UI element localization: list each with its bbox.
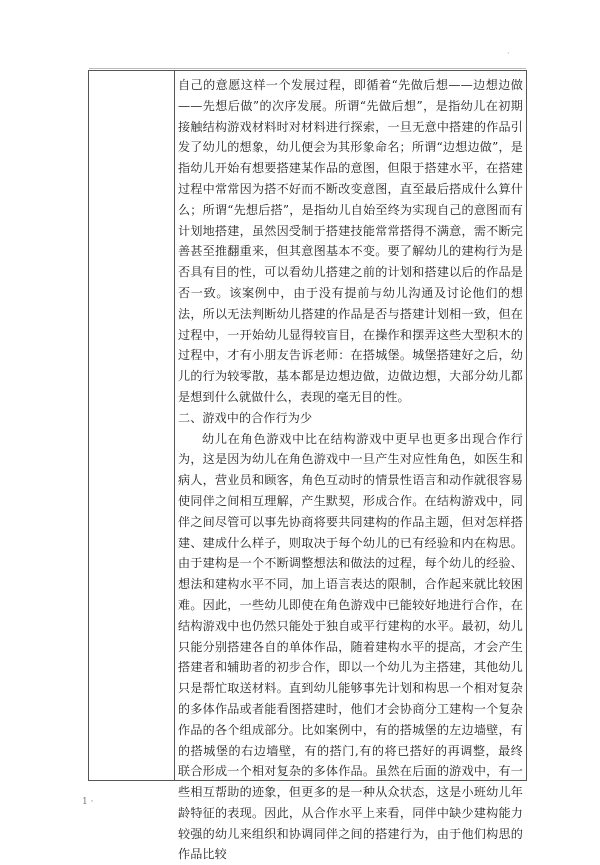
table-left-cell (89, 71, 175, 780)
content-table (88, 70, 527, 862)
top-mark: · (507, 49, 510, 58)
table-top-rule (89, 68, 526, 69)
footer-mark: 1 · (82, 797, 94, 807)
paragraph-1: 自己的意愿这样一个发展过程，即循着“先做后想——边想边做——先想后做”的次序发展。所谓“先做后想”，是指幼儿在初期接触结构游戏材料时对材料进行探索，一旦无意中搭建的作品引发了幼儿的想象，幼儿便会为其形象命名；所谓“边想边做”，是指幼儿开始有想要搭建某作品的意图，但限于搭建水平，在搭建过程中常常因为搭不好而不断改变意图，直至最后搭成什么算什么；所谓“先想后搭”，是指幼儿自始至终为实现自己的意图而有计划地搭建，虽然因受制于搭建技能常常搭得不满意，需不断完善甚至推翻重来，但其意图基本不变。要了解幼儿的建构行为是否具有目的性，可以看幼儿搭建之前的计划和搭建以后的作品是否一致。该案例中，由于没有提前与幼儿沟通及讨论他们的想法，所以无法判断幼儿搭建的作品是否与搭建计划相一致，但在过程中，一开始幼儿显得较盲目，在操作和摆弄这些大型积木的过程中，才有小朋友告诉老师：在搭城堡。城堡搭建好之后，幼儿的行为较零散，基本都是边想边做，边做边想，大部分幼儿都是想到什么就做什么，表现的毫无目的性。 (178, 78, 523, 404)
body-text (178, 75, 523, 865)
paragraph-2: 幼儿在角色游戏中比在结构游戏中更早也更多出现合作行为，这是因为幼儿在角色游戏中一旦产生对应性角色，如医生和病人，营业员和顾客，角色互动时的情景性语言和动作就很容易使同伴之间相互理解，产生默契，形成合作。在结构游戏中，同伴之间尽管可以事先协商将要共同建构的作品主题，但对怎样搭建、建成什么样子，则取决于每个幼儿的已有经验和内在构思。由于建构是一个不断调整想法和做法的过程，每个幼儿的经验、想法和建构水平不同，加上语言表达的限制，合作起来就比较困难。因此，一些幼儿即使在角色游戏中已能较好地进行合作，在结构游戏中也仍然只能处于独自或平行建构的水平。最初，幼儿只能分别搭建各自的单体作品，随着建构水平的提高，才会产生搭建者和辅助者的初步合作，即以一个幼儿为主搭建，其他幼儿只是帮忙取送材料。直到幼儿能够事先计划和构思一个相对复杂的多体作品或者能看图搭建时，他们才会协商分工建构一个复杂作品的各个组成部分。比如案例中，有的搭城堡的左边墙壁，有的搭城堡的右边墙壁，有的搭门,有的将已搭好的再调整，最终联合形成一个相对复杂的多体作品。虽然在后面的游戏中，有一些相互帮助的迹象，但更多的是一种从众状态，这是小班幼儿年龄特征的表现。因此，从合作水平上来看，同伴中缺少建构能力较强的幼儿来组织和协调同伴之间的搭建行为，由于他们构思的作品比较 (178, 431, 523, 862)
table-right-cell (175, 71, 526, 862)
section-heading: 二、游戏中的合作行为少 (178, 410, 313, 425)
